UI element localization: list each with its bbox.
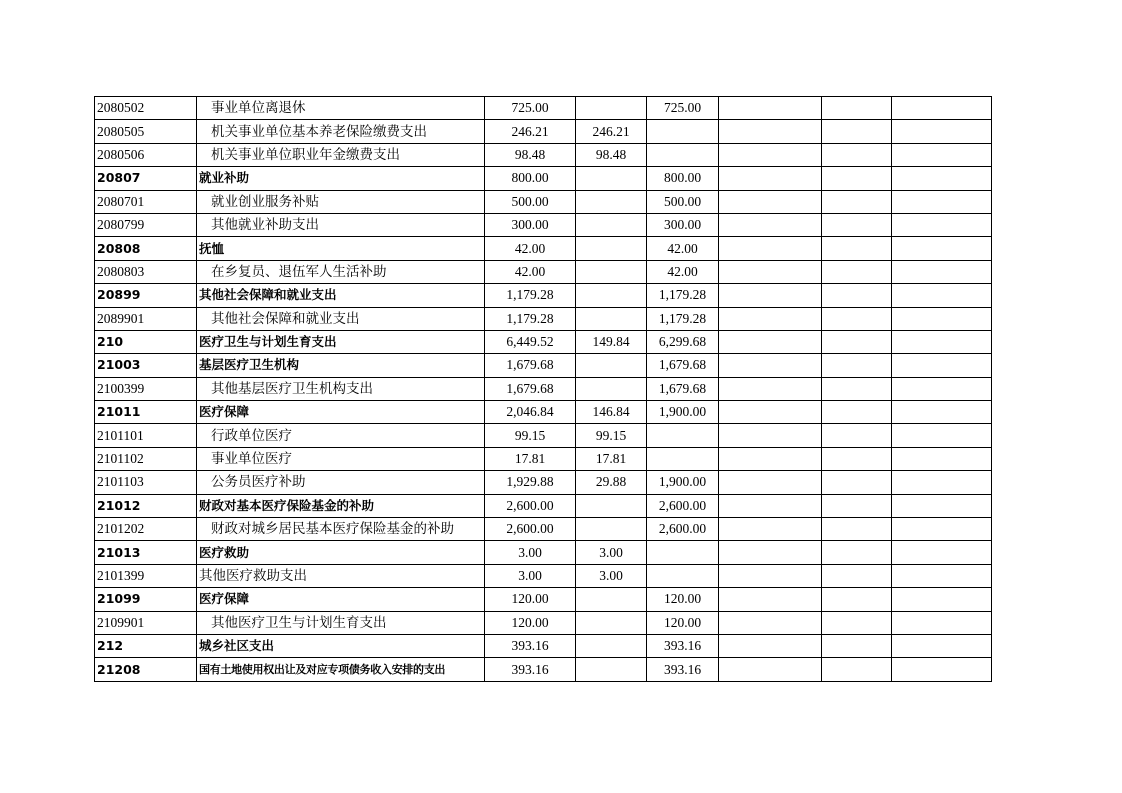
subject-name-cell: 机关事业单位基本养老保险缴费支出 <box>197 120 485 143</box>
empty-cell <box>892 377 992 400</box>
total-amount-cell: 1,929.88 <box>485 471 576 494</box>
basic-expenditure-cell: 149.84 <box>576 330 647 353</box>
empty-cell <box>822 167 892 190</box>
basic-expenditure-cell <box>576 377 647 400</box>
subject-name-cell: 在乡复员、退伍军人生活补助 <box>197 260 485 283</box>
subject-code-cell: 2100399 <box>95 377 197 400</box>
table-row <box>95 377 992 400</box>
subject-code-cell: 2101202 <box>95 518 197 541</box>
total-amount-cell: 42.00 <box>485 260 576 283</box>
basic-expenditure-cell <box>576 658 647 681</box>
empty-cell <box>892 354 992 377</box>
total-amount-cell: 99.15 <box>485 424 576 447</box>
empty-cell <box>892 588 992 611</box>
table-row <box>95 611 992 634</box>
project-expenditure-cell: 500.00 <box>647 190 719 213</box>
empty-cell <box>822 330 892 353</box>
basic-expenditure-cell <box>576 97 647 120</box>
project-expenditure-cell: 1,179.28 <box>647 284 719 307</box>
empty-cell <box>822 120 892 143</box>
project-expenditure-cell: 1,179.28 <box>647 307 719 330</box>
empty-cell <box>719 518 822 541</box>
project-expenditure-cell <box>647 564 719 587</box>
empty-cell <box>892 237 992 260</box>
empty-cell <box>822 260 892 283</box>
empty-cell <box>822 611 892 634</box>
basic-expenditure-cell <box>576 588 647 611</box>
basic-expenditure-cell <box>576 284 647 307</box>
table-row <box>95 494 992 517</box>
project-expenditure-cell <box>647 424 719 447</box>
empty-cell <box>892 447 992 470</box>
empty-cell <box>719 471 822 494</box>
empty-cell <box>892 634 992 657</box>
basic-expenditure-cell: 3.00 <box>576 541 647 564</box>
empty-cell <box>719 634 822 657</box>
empty-cell <box>719 564 822 587</box>
basic-expenditure-cell <box>576 307 647 330</box>
table-row <box>95 330 992 353</box>
table-row <box>95 260 992 283</box>
subject-code-cell: 212 <box>95 634 197 657</box>
subject-name-cell: 医疗救助 <box>197 541 485 564</box>
subject-code-cell: 2101103 <box>95 471 197 494</box>
empty-cell <box>892 401 992 424</box>
table-row <box>95 588 992 611</box>
subject-name-cell: 医疗卫生与计划生育支出 <box>197 330 485 353</box>
empty-cell <box>719 658 822 681</box>
empty-cell <box>719 284 822 307</box>
empty-cell <box>822 354 892 377</box>
total-amount-cell: 2,600.00 <box>485 494 576 517</box>
subject-code-cell: 20807 <box>95 167 197 190</box>
empty-cell <box>892 260 992 283</box>
table-row <box>95 120 992 143</box>
subject-code-cell: 2080701 <box>95 190 197 213</box>
empty-cell <box>892 167 992 190</box>
empty-cell <box>822 634 892 657</box>
project-expenditure-cell: 393.16 <box>647 658 719 681</box>
empty-cell <box>822 471 892 494</box>
empty-cell <box>719 588 822 611</box>
empty-cell <box>822 494 892 517</box>
table-row <box>95 167 992 190</box>
table-row <box>95 634 992 657</box>
subject-code-cell: 21012 <box>95 494 197 517</box>
empty-cell <box>822 190 892 213</box>
empty-cell <box>719 167 822 190</box>
project-expenditure-cell: 800.00 <box>647 167 719 190</box>
basic-expenditure-cell <box>576 190 647 213</box>
basic-expenditure-cell: 99.15 <box>576 424 647 447</box>
subject-code-cell: 2109901 <box>95 611 197 634</box>
project-expenditure-cell: 42.00 <box>647 237 719 260</box>
table-row <box>95 190 992 213</box>
basic-expenditure-cell: 246.21 <box>576 120 647 143</box>
subject-name-cell: 其他基层医疗卫生机构支出 <box>197 377 485 400</box>
empty-cell <box>892 307 992 330</box>
total-amount-cell: 17.81 <box>485 447 576 470</box>
total-amount-cell: 1,179.28 <box>485 284 576 307</box>
total-amount-cell: 1,679.68 <box>485 354 576 377</box>
subject-name-cell: 行政单位医疗 <box>197 424 485 447</box>
subject-code-cell: 2101399 <box>95 564 197 587</box>
total-amount-cell: 1,179.28 <box>485 307 576 330</box>
table-row <box>95 284 992 307</box>
subject-code-cell: 2080799 <box>95 213 197 236</box>
empty-cell <box>892 494 992 517</box>
table-row <box>95 471 992 494</box>
total-amount-cell: 120.00 <box>485 611 576 634</box>
basic-expenditure-cell <box>576 213 647 236</box>
subject-name-cell: 其他就业补助支出 <box>197 213 485 236</box>
subject-name-cell: 抚恤 <box>197 237 485 260</box>
subject-name-cell: 机关事业单位职业年金缴费支出 <box>197 143 485 166</box>
project-expenditure-cell: 1,900.00 <box>647 471 719 494</box>
empty-cell <box>892 611 992 634</box>
subject-name-cell: 国有土地使用权出让及对应专项债务收入安排的支出 <box>197 658 485 681</box>
total-amount-cell: 3.00 <box>485 541 576 564</box>
basic-expenditure-cell <box>576 634 647 657</box>
table-row <box>95 237 992 260</box>
empty-cell <box>892 518 992 541</box>
subject-code-cell: 2101102 <box>95 447 197 470</box>
project-expenditure-cell <box>647 541 719 564</box>
total-amount-cell: 42.00 <box>485 237 576 260</box>
empty-cell <box>822 564 892 587</box>
empty-cell <box>892 564 992 587</box>
basic-expenditure-cell <box>576 611 647 634</box>
project-expenditure-cell: 2,600.00 <box>647 518 719 541</box>
subject-name-cell: 财政对城乡居民基本医疗保险基金的补助 <box>197 518 485 541</box>
total-amount-cell: 246.21 <box>485 120 576 143</box>
table-row <box>95 307 992 330</box>
subject-name-cell: 事业单位离退休 <box>197 97 485 120</box>
empty-cell <box>822 213 892 236</box>
subject-name-cell: 其他社会保障和就业支出 <box>197 284 485 307</box>
total-amount-cell: 393.16 <box>485 634 576 657</box>
empty-cell <box>822 401 892 424</box>
project-expenditure-cell: 393.16 <box>647 634 719 657</box>
subject-code-cell: 2080505 <box>95 120 197 143</box>
total-amount-cell: 98.48 <box>485 143 576 166</box>
project-expenditure-cell: 1,679.68 <box>647 354 719 377</box>
basic-expenditure-cell: 3.00 <box>576 564 647 587</box>
empty-cell <box>719 237 822 260</box>
project-expenditure-cell: 1,679.68 <box>647 377 719 400</box>
basic-expenditure-cell <box>576 260 647 283</box>
subject-code-cell: 21099 <box>95 588 197 611</box>
empty-cell <box>719 97 822 120</box>
table-row <box>95 447 992 470</box>
empty-cell <box>822 97 892 120</box>
subject-code-cell: 2080502 <box>95 97 197 120</box>
subject-code-cell: 2080803 <box>95 260 197 283</box>
subject-name-cell: 公务员医疗补助 <box>197 471 485 494</box>
empty-cell <box>719 354 822 377</box>
empty-cell <box>822 518 892 541</box>
empty-cell <box>719 143 822 166</box>
basic-expenditure-cell <box>576 167 647 190</box>
empty-cell <box>719 424 822 447</box>
empty-cell <box>892 330 992 353</box>
empty-cell <box>892 120 992 143</box>
project-expenditure-cell <box>647 143 719 166</box>
subject-name-cell: 其他医疗卫生与计划生育支出 <box>197 611 485 634</box>
empty-cell <box>719 494 822 517</box>
project-expenditure-cell: 120.00 <box>647 588 719 611</box>
total-amount-cell: 500.00 <box>485 190 576 213</box>
subject-name-cell: 就业补助 <box>197 167 485 190</box>
table-row <box>95 354 992 377</box>
basic-expenditure-cell <box>576 518 647 541</box>
table-row <box>95 143 992 166</box>
project-expenditure-cell: 6,299.68 <box>647 330 719 353</box>
total-amount-cell: 1,679.68 <box>485 377 576 400</box>
table-row <box>95 213 992 236</box>
project-expenditure-cell: 725.00 <box>647 97 719 120</box>
subject-code-cell: 210 <box>95 330 197 353</box>
empty-cell <box>719 330 822 353</box>
subject-code-cell: 2080506 <box>95 143 197 166</box>
basic-expenditure-cell: 146.84 <box>576 401 647 424</box>
subject-name-cell: 事业单位医疗 <box>197 447 485 470</box>
project-expenditure-cell: 42.00 <box>647 260 719 283</box>
table-row <box>95 564 992 587</box>
project-expenditure-cell: 120.00 <box>647 611 719 634</box>
subject-code-cell: 21013 <box>95 541 197 564</box>
subject-code-cell: 20808 <box>95 237 197 260</box>
table-row <box>95 518 992 541</box>
subject-code-cell: 2101101 <box>95 424 197 447</box>
table-row <box>95 658 992 681</box>
basic-expenditure-cell <box>576 494 647 517</box>
empty-cell <box>719 447 822 470</box>
project-expenditure-cell <box>647 120 719 143</box>
total-amount-cell: 800.00 <box>485 167 576 190</box>
empty-cell <box>892 541 992 564</box>
empty-cell <box>822 541 892 564</box>
empty-cell <box>822 424 892 447</box>
subject-code-cell: 21208 <box>95 658 197 681</box>
table-row <box>95 424 992 447</box>
total-amount-cell: 120.00 <box>485 588 576 611</box>
basic-expenditure-cell <box>576 237 647 260</box>
empty-cell <box>822 377 892 400</box>
subject-code-cell: 2089901 <box>95 307 197 330</box>
total-amount-cell: 6,449.52 <box>485 330 576 353</box>
subject-name-cell: 其他医疗救助支出 <box>197 564 485 587</box>
total-amount-cell: 393.16 <box>485 658 576 681</box>
total-amount-cell: 3.00 <box>485 564 576 587</box>
empty-cell <box>892 143 992 166</box>
empty-cell <box>719 213 822 236</box>
empty-cell <box>892 424 992 447</box>
basic-expenditure-cell: 29.88 <box>576 471 647 494</box>
subject-name-cell: 财政对基本医疗保险基金的补助 <box>197 494 485 517</box>
empty-cell <box>719 541 822 564</box>
empty-cell <box>822 143 892 166</box>
empty-cell <box>719 611 822 634</box>
empty-cell <box>892 658 992 681</box>
empty-cell <box>822 658 892 681</box>
empty-cell <box>822 588 892 611</box>
total-amount-cell: 725.00 <box>485 97 576 120</box>
empty-cell <box>892 284 992 307</box>
project-expenditure-cell: 1,900.00 <box>647 401 719 424</box>
basic-expenditure-cell: 17.81 <box>576 447 647 470</box>
empty-cell <box>719 401 822 424</box>
total-amount-cell: 2,600.00 <box>485 518 576 541</box>
table-row <box>95 541 992 564</box>
empty-cell <box>822 307 892 330</box>
project-expenditure-cell: 300.00 <box>647 213 719 236</box>
empty-cell <box>892 213 992 236</box>
empty-cell <box>719 120 822 143</box>
empty-cell <box>892 97 992 120</box>
subject-code-cell: 21011 <box>95 401 197 424</box>
empty-cell <box>719 260 822 283</box>
basic-expenditure-cell <box>576 354 647 377</box>
project-expenditure-cell: 2,600.00 <box>647 494 719 517</box>
subject-name-cell: 医疗保障 <box>197 588 485 611</box>
total-amount-cell: 300.00 <box>485 213 576 236</box>
budget-table <box>94 96 992 682</box>
subject-name-cell: 就业创业服务补贴 <box>197 190 485 213</box>
total-amount-cell: 2,046.84 <box>485 401 576 424</box>
basic-expenditure-cell: 98.48 <box>576 143 647 166</box>
empty-cell <box>719 190 822 213</box>
empty-cell <box>822 237 892 260</box>
subject-name-cell: 其他社会保障和就业支出 <box>197 307 485 330</box>
subject-code-cell: 21003 <box>95 354 197 377</box>
empty-cell <box>719 377 822 400</box>
table-body <box>95 97 992 682</box>
subject-name-cell: 基层医疗卫生机构 <box>197 354 485 377</box>
subject-name-cell: 城乡社区支出 <box>197 634 485 657</box>
subject-name-cell: 医疗保障 <box>197 401 485 424</box>
project-expenditure-cell <box>647 447 719 470</box>
empty-cell <box>822 447 892 470</box>
empty-cell <box>719 307 822 330</box>
table-row <box>95 97 992 120</box>
empty-cell <box>892 471 992 494</box>
empty-cell <box>822 284 892 307</box>
table-row <box>95 401 992 424</box>
empty-cell <box>892 190 992 213</box>
subject-code-cell: 20899 <box>95 284 197 307</box>
